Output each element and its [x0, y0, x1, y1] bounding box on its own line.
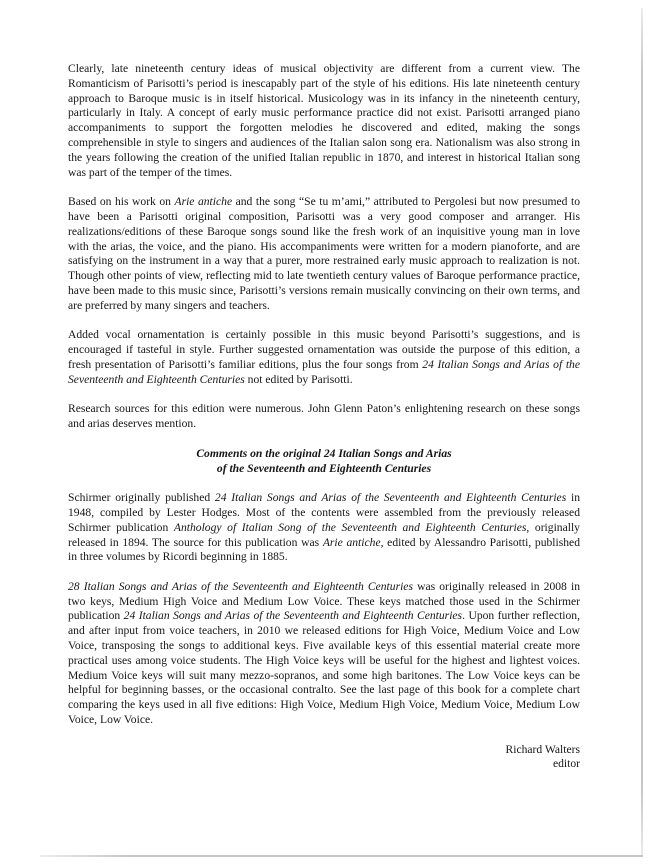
section-heading-line1: Comments on the original 24 Italian Songs and Arias — [196, 446, 452, 460]
signature-role: editor — [552, 757, 580, 771]
paragraph: Clearly, late nineteenth century ideas of musical objectivity are different from a current view. The Romanticism of Parisotti’s period is inescapably part of the style of his editions. His late nineteenth century approach to Baroque music is in itself historical. Musicology was in its infancy in the nineteenth century, particularly in Italy. A concept of early music performance practice did not exist. Parisotti arranged piano accompaniments to support the forgotten melodies he discovered and edited, making the songs comprehensible in style to singers and audiences of the Italian salon song era. Nationalism was also strong in the years following the creation of the unified Italian republic in 1870, and interest in historical Italian song was part of the temper of the times. — [68, 62, 580, 179]
paragraph: Added vocal ornamentation is certainly possible in this music beyond Parisotti’s suggestions, and is encouraged if tasteful in style. Further suggested ornamentation was outside the purpose of this edition, a fresh presentation of Parisotti’s familiar editions, plus the four songs from 24 Italian Songs and Arias of the Seventeenth and Eighteenth Centuries not edited by Parisotti. — [68, 328, 580, 386]
section-heading — [68, 447, 580, 477]
signature-block — [68, 743, 580, 773]
paragraph: Based on his work on Arie antiche and the song “Se tu m’ami,” attributed to Pergolesi but now presumed to have been a Parisotti original composition, Parisotti was a very good composer and arranger. His realizations/editions of these Baroque songs sound like the fresh work of an inquisitive young man in love with the arias, the voice, and the piano. His accompaniments were written for a modern pianoforte, and are satisfying on the instrument in a way that a purer, more restrained early music approach to realization is not. Though other points of view, reflecting mid to late twentieth century values of Baroque performance practice, have been made to this music since, Parisotti’s versions remain musically convincing on their own terms, and are preferred by many singers and teachers. — [68, 195, 580, 312]
paragraph: Research sources for this edition were numerous. John Glenn Paton’s enlightening research on these songs and arias deserves mention. — [68, 402, 580, 431]
page-edge-shadow-right — [641, 8, 643, 856]
paragraph: 28 Italian Songs and Arias of the Seventeenth and Eighteenth Centuries was originally released in 2008 in two keys, Medium High Voice and Medium Low Voice. These keys matched those used in the Schirmer publication 24 Italian Songs and Arias of the Seventeenth and Eighteenth Centuries. Upon further reflection, and after input from voice teachers, in 2010 we released editions for High Voice, Medium Voice and Low Voice, transposing the songs to additional keys. Five available keys of this essential material create more practical uses among voice students. The High Voice keys will be useful for the highest and lightest voices. Medium Voice keys will suit many mezzo-sopranos, and some high baritones. The Low Voice keys can be helpful for beginning basses, or the occasional contralto. See the last page of this book for a complete chart comparing the keys used in all five editions: High Voice, Medium High Voice, Medium Voice, Medium Low Voice, Low Voice. — [68, 579, 581, 727]
signature-name: Richard Walters — [505, 742, 580, 756]
page-edge-shadow-bottom — [40, 855, 643, 857]
body-text — [68, 62, 580, 772]
paragraph: Schirmer originally published 24 Italian Songs and Arias of the Seventeenth and Eighteenth Centuries in 1948, compiled by Lester Hodges. Most of the contents were assembled from the previously released Schirmer publication Anthology of Italian Song of the Seventeenth and Eighteenth Centuries, originally released in 1894. The source for this publication was Arie antiche, edited by Alessandro Parisotti, published in three volumes by Ricordi beginning in 1885. — [68, 491, 581, 564]
section-heading-line2: of the Seventeenth and Eighteenth Centuries — [216, 461, 432, 475]
